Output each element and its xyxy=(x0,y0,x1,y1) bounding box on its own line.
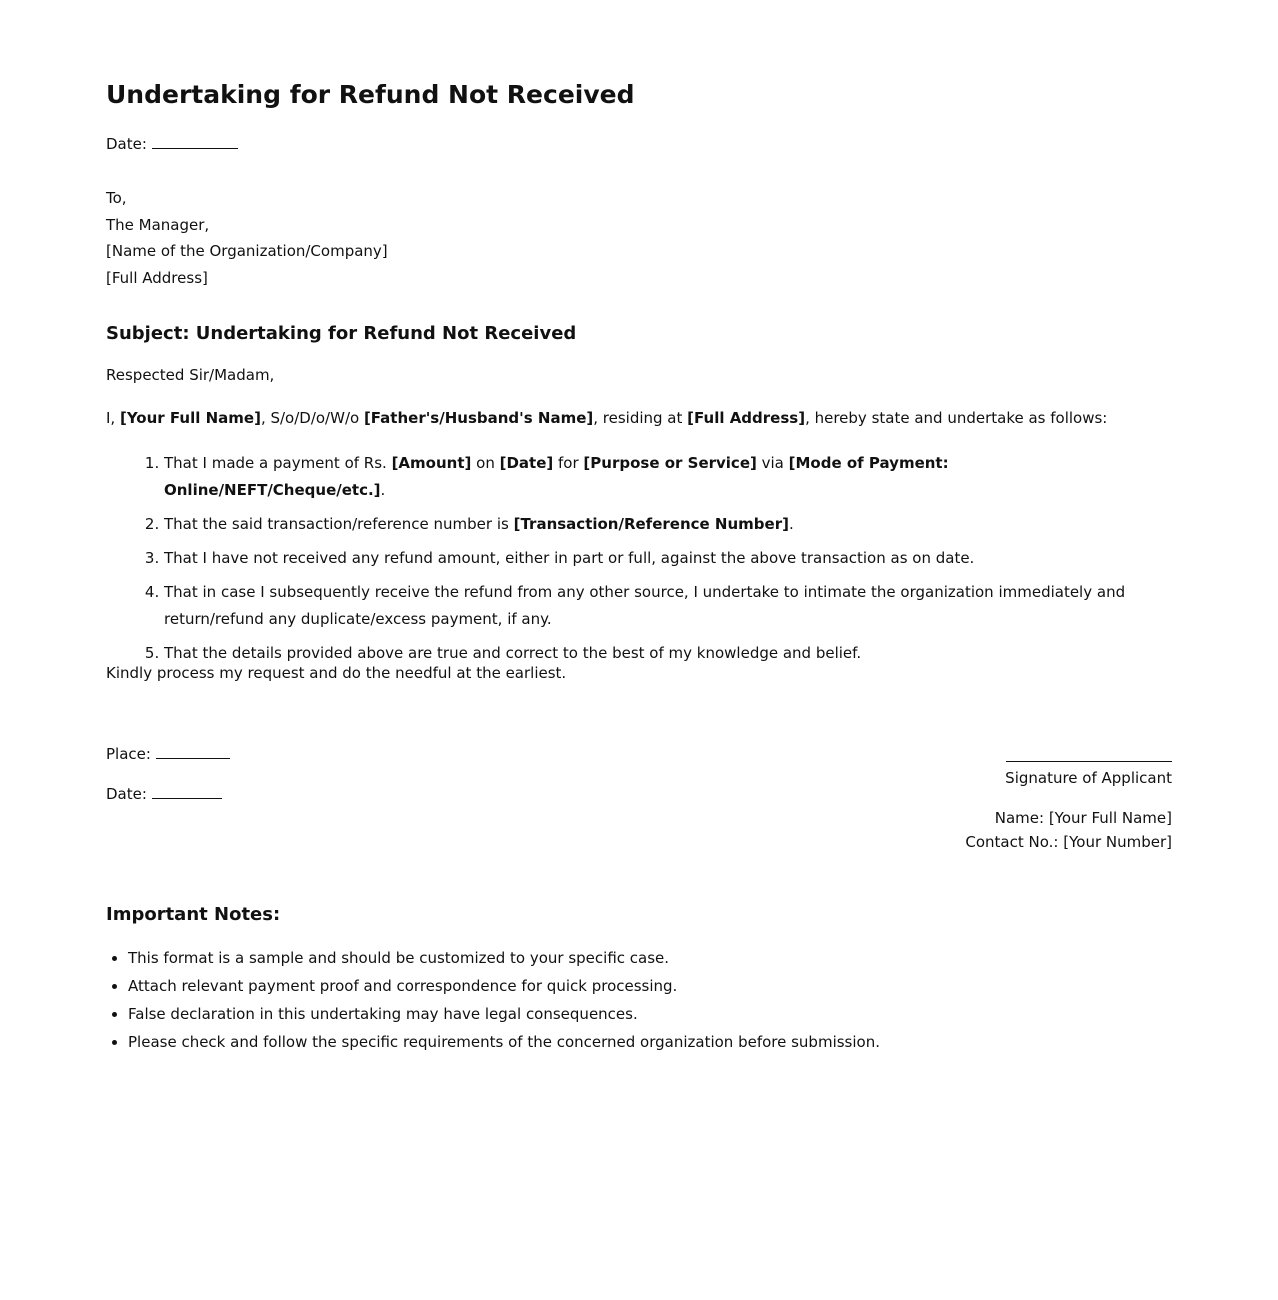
date-label: Date: xyxy=(106,135,147,153)
date2-blank xyxy=(152,784,222,799)
point-1-text-b: on xyxy=(471,454,500,472)
place-line xyxy=(106,744,230,764)
point-1-purpose: [Purpose or Service] xyxy=(583,454,757,472)
recipient-full-address: [Full Address] xyxy=(106,269,208,288)
place-label: Place: xyxy=(106,745,151,763)
notes-heading: Important Notes: xyxy=(106,904,281,925)
recipient-to: To, xyxy=(106,189,127,207)
intro-paragraph xyxy=(106,408,1107,428)
recipient-organization: [Name of the Organization/Company] xyxy=(106,242,388,261)
recipient-manager: The Manager, xyxy=(106,215,210,234)
note-item: • Please check and follow the specific requirements of the concerned organization before submission. xyxy=(128,1028,880,1056)
point-1-text-a: That I made a payment of Rs. xyxy=(164,454,392,472)
point-1-mode: [Mode of Payment: Online/NEFT/Cheque/etc.] xyxy=(164,454,949,499)
point-2-reference: [Transaction/Reference Number] xyxy=(513,515,789,533)
intro-relation: , S/o/D/o/W/o xyxy=(260,409,364,427)
point-2-text-b: . xyxy=(788,515,794,533)
point-1-text-d: via xyxy=(756,454,789,472)
note-item: • False declaration in this undertaking may have legal consequences. xyxy=(128,1000,880,1028)
signature-details xyxy=(965,806,1172,854)
point-3: 3. That I have not received any refund amount, either in part or full, against the above transaction as on date. xyxy=(164,545,1172,572)
date2-label: Date: xyxy=(106,785,147,803)
date2-line xyxy=(106,784,222,804)
point-2-text-a: That the said transaction/reference number is xyxy=(164,515,514,533)
note-item: • This format is a sample and should be customized to your specific case. xyxy=(128,944,880,972)
salutation: Respected Sir/Madam, xyxy=(106,366,275,384)
document-title: Undertaking for Refund Not Received xyxy=(106,80,635,109)
signature-rule xyxy=(1006,761,1172,762)
subject-heading: Subject: Undertaking for Refund Not Received xyxy=(106,323,577,344)
intro-name: [Your Full Name] xyxy=(119,409,261,427)
notes-list xyxy=(106,944,880,1056)
recipient-address xyxy=(106,185,388,292)
point-1-amount: [Amount] xyxy=(391,454,472,472)
closing-line: Kindly process my request and do the needful at the earliest. xyxy=(106,664,567,682)
point-5: 5. That the details provided above are true and correct to the best of my knowledge and belief. xyxy=(164,640,1172,667)
date-line xyxy=(106,134,238,154)
point-2 xyxy=(164,511,1172,538)
date-blank xyxy=(152,134,238,149)
point-1-text-c: for xyxy=(553,454,584,472)
point-1-text-e: . xyxy=(380,481,386,499)
place-blank xyxy=(156,744,230,759)
undertaking-points xyxy=(106,450,1172,674)
note-item: • Attach relevant payment proof and correspondence for quick processing. xyxy=(128,972,880,1000)
point-1 xyxy=(164,450,1172,504)
intro-guardian: [Father's/Husband's Name] xyxy=(363,409,594,427)
intro-address: [Full Address] xyxy=(687,409,806,427)
applicant-contact: Contact No.: [Your Number] xyxy=(965,833,1172,851)
signature-label: Signature of Applicant xyxy=(1005,769,1172,787)
point-1-date: [Date] xyxy=(499,454,554,472)
intro-residing: , residing at xyxy=(593,409,688,427)
intro-suffix: , hereby state and undertake as follows: xyxy=(805,409,1108,427)
intro-prefix: I, xyxy=(106,409,120,427)
point-4: 4. That in case I subsequently receive the refund from any other source, I undertake to intimate the organization immediately and return/refund any duplicate/excess payment, if any. xyxy=(164,579,1172,633)
applicant-name: Name: [Your Full Name] xyxy=(994,809,1172,827)
